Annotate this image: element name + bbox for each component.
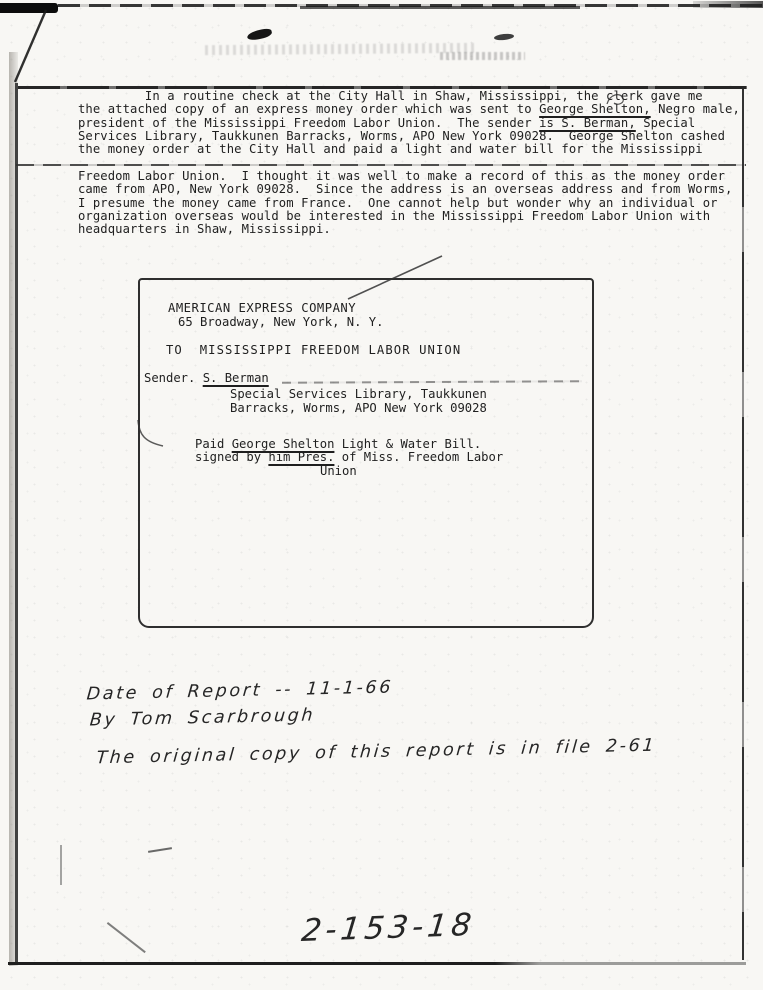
typed-line: organization overseas would be interested in the Mississippi Freedom Labor Union with (78, 208, 711, 223)
typed-line: Services Library, Taukkunen Barracks, Worms, APO New York 09028. George Shelton cashed (78, 128, 726, 143)
page-border-left (15, 83, 18, 965)
handwritten-file-number: 2-153-18 (299, 906, 477, 950)
typed-line: I presume the money came from France. One cannot help but wonder why an individual or (78, 195, 718, 210)
report-paragraph-1 (78, 90, 748, 156)
typed-line: signed by him Pres. of Miss. Freedom Labor (195, 450, 504, 465)
ink-smudge (494, 33, 515, 41)
mo-company-name: AMERICAN EXPRESS COMPANY (168, 301, 357, 315)
money-order-copy-box (138, 278, 594, 628)
typed-line: headquarters in Shaw, Mississippi. (78, 222, 331, 237)
handwritten-date-of-report: Date of Report -- 11-1-66 (85, 677, 394, 705)
handwritten-file-note: The original copy of this report is in file 2-61 (95, 735, 657, 769)
mo-sender-address-2: Barracks, Worms, APO New York 09028 (230, 401, 487, 415)
mo-sender-address-1: Special Services Library, Taukkunen (230, 387, 487, 401)
typed-line: Paid George Shelton Light & Water Bill. (195, 437, 482, 451)
mo-paid-note (195, 438, 503, 478)
pencil-mark (107, 922, 146, 953)
typed-line: Freedom Labor Union. I thought it was well to make a record of this as the money order (78, 169, 726, 183)
scan-smudge (205, 43, 475, 55)
page-border-bottom (8, 962, 746, 965)
mo-company-address: 65 Broadway, New York, N. Y. (178, 315, 384, 329)
typed-line: In a routine check at the City Hall in Shaw, Mississippi, the clerk gave me (78, 89, 703, 103)
typed-line: the money order at the City Hall and paid a light and water bill for the Mississippi (78, 142, 703, 157)
typed-line: came from APO, New York 09028. Since the address is an overseas address and from Worms, (78, 182, 733, 197)
scan-edge-artifact (300, 6, 580, 9)
handwritten-author: By Tom Scarbrough (88, 705, 316, 731)
scan-edge-artifact (693, 1, 763, 8)
typed-line: Sender. S. Berman (144, 371, 269, 385)
fold-crease-line (16, 164, 746, 166)
mo-payee-line: TO MISSISSIPPI FREEDOM LABOR UNION (166, 343, 462, 357)
typed-line: the attached copy of an express money order which was sent to George Shelton, Negro male, (78, 102, 740, 117)
report-paragraph-2 (78, 170, 748, 236)
typed-line: president of the Mississippi Freedom Labor Union. The sender is S. Berman, Special (78, 115, 696, 130)
dashed-rule (282, 380, 582, 384)
pencil-mark (148, 847, 172, 853)
ink-smudge (246, 27, 272, 41)
pencil-mark (60, 845, 62, 885)
typed-line: Union (320, 463, 357, 478)
scan-edge-artifact (0, 3, 58, 13)
scan-smudge (440, 52, 525, 60)
mo-sender-line (144, 372, 269, 385)
